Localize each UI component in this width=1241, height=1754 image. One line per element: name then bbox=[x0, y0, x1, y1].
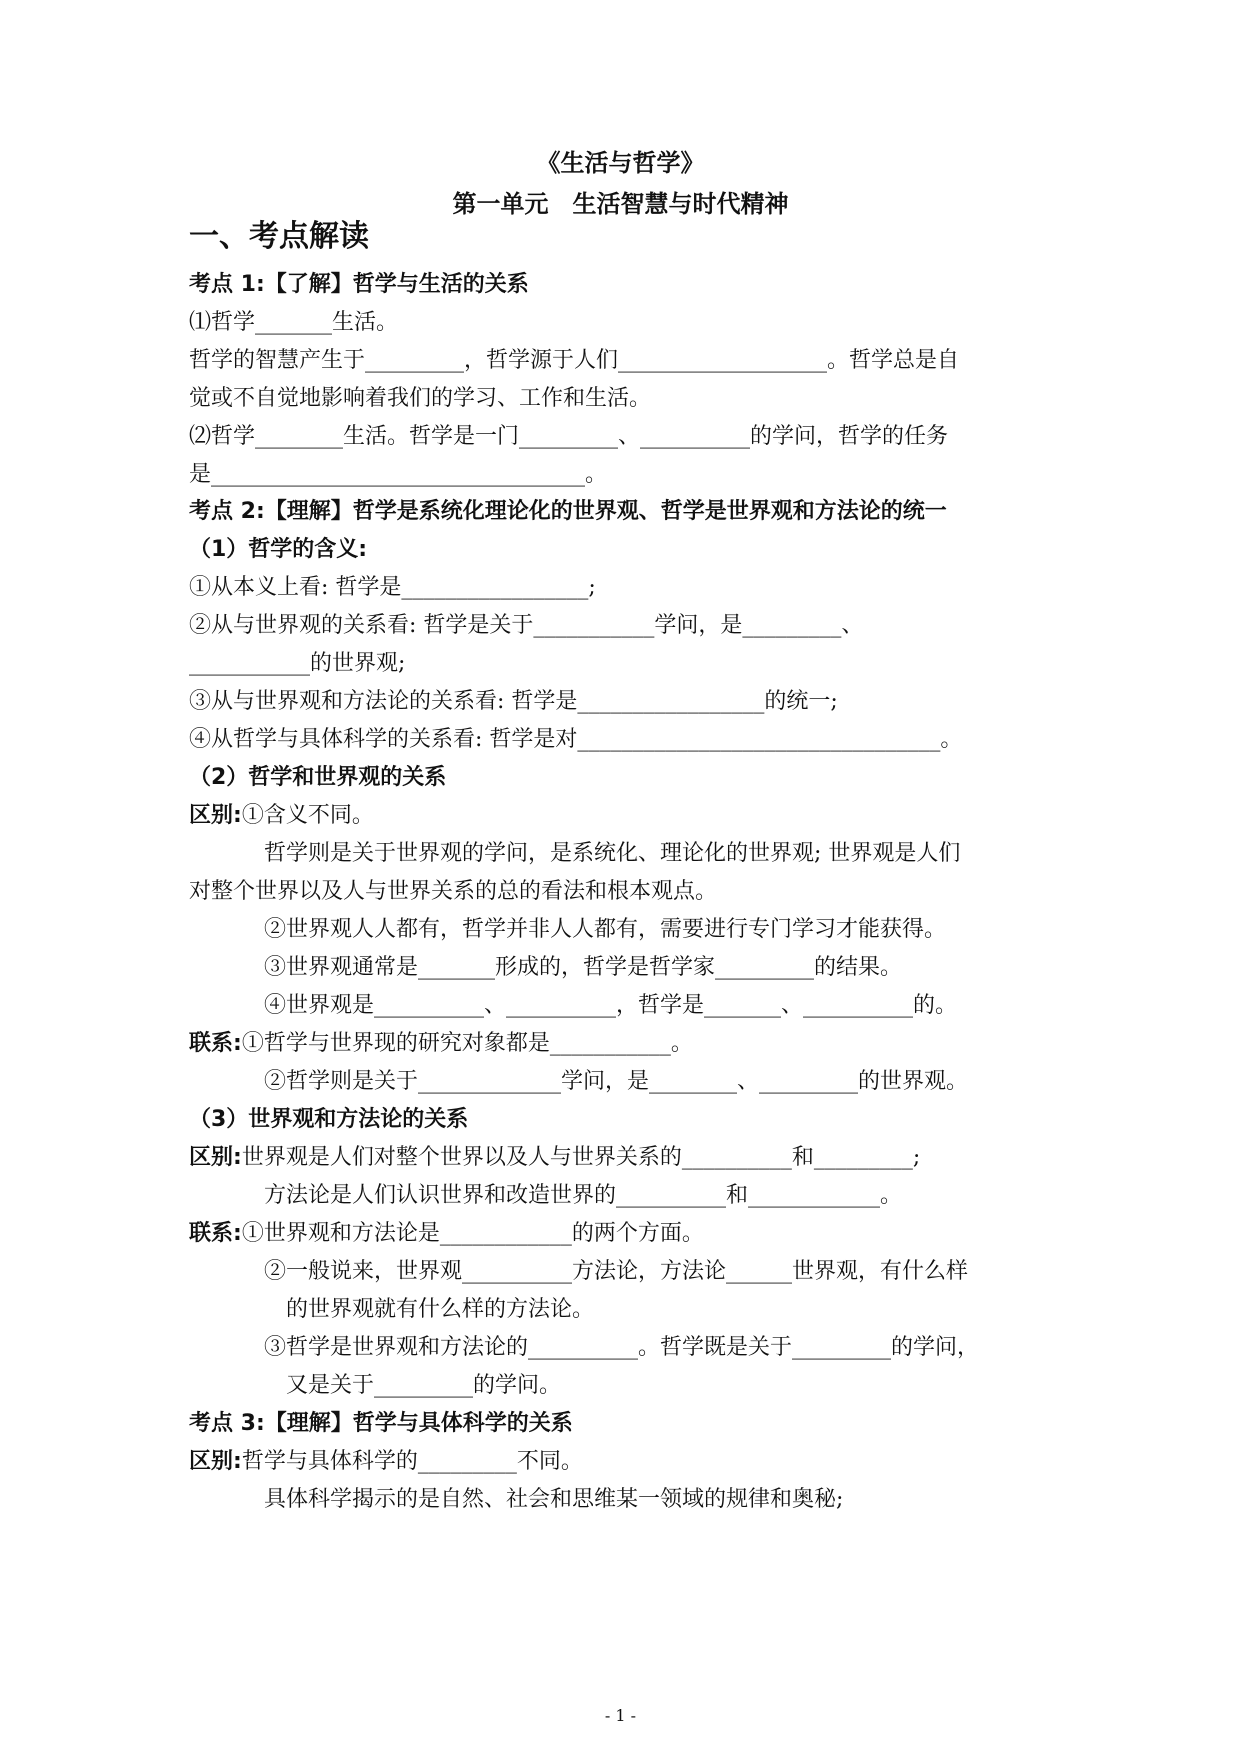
text-fragment: ①世界观和方法论是____________的两个方面。 bbox=[241, 1221, 704, 1246]
relation-label: 联系: bbox=[189, 1031, 242, 1056]
text-line: 具体科学揭示的是自然、社会和思维某一领域的规律和奥秘; bbox=[264, 1487, 844, 1512]
text-fragment: 哲学与具体科学的_________不同。 bbox=[241, 1449, 583, 1474]
subheading-1: （1）哲学的含义: bbox=[189, 537, 368, 562]
difference-label: 区别: bbox=[189, 1145, 242, 1170]
subheading-2: （2）哲学和世界观的关系 bbox=[189, 765, 447, 790]
section-heading: 一、考点解读 bbox=[189, 219, 369, 254]
kaodian-2-heading: 考点 2:【理解】哲学是系统化理论化的世界观、哲学是世界观和方法论的统一 bbox=[189, 499, 947, 524]
text-line: ①从本义上看: 哲学是_________________; bbox=[189, 575, 596, 600]
text-line: ④世界观是__________、__________，哲学是_______、__________的。 bbox=[264, 993, 958, 1018]
text-line bbox=[189, 1143, 1059, 1173]
text-line: ___________的世界观; bbox=[189, 651, 406, 676]
text-line: ②一般说来，世界观__________方法论，方法论______世界观，有什么样 bbox=[264, 1259, 969, 1284]
text-line: 对整个世界以及人与世界关系的总的看法和根本观点。 bbox=[189, 879, 718, 904]
text-line bbox=[189, 1219, 1059, 1249]
text-line: 觉或不自觉地影响着我们的学习、工作和生活。 bbox=[189, 386, 652, 411]
difference-label: 区别: bbox=[189, 1449, 242, 1474]
text-line: ⑵哲学________生活。哲学是一门_________、__________的学问，哲学的任务 bbox=[189, 424, 949, 449]
text-line: 又是关于_________的学问。 bbox=[286, 1373, 562, 1398]
text-line bbox=[189, 801, 1059, 831]
text-line bbox=[189, 1447, 1059, 1477]
text-line: 是__________________________________。 bbox=[189, 462, 608, 487]
text-line: 的世界观就有什么样的方法论。 bbox=[286, 1297, 595, 1322]
kaodian-1-heading: 考点 1:【了解】哲学与生活的关系 bbox=[189, 272, 529, 297]
text-line: 方法论是人们认识世界和改造世界的__________和____________。 bbox=[264, 1183, 903, 1208]
page-number: - 1 - bbox=[604, 1706, 637, 1725]
text-line bbox=[189, 1029, 1059, 1059]
text-line: 哲学的智慧产生于_________，哲学源于人们___________________。哲学总是自 bbox=[189, 348, 960, 373]
text-fragment: 世界观是人们对整个世界以及人与世界关系的__________和_________; bbox=[241, 1145, 921, 1170]
text-line: ②从与世界观的关系看: 哲学是关于___________学问，是_________、 bbox=[189, 613, 864, 638]
text-line: ⑴哲学_______生活。 bbox=[189, 310, 399, 335]
text-line: 哲学则是关于世界观的学问，是系统化、理论化的世界观; 世界观是人们 bbox=[264, 841, 961, 866]
text-line: ②哲学则是关于_____________学问，是________、_________的世界观。 bbox=[264, 1069, 969, 1094]
unit-title: 第一单元 生活智慧与时代精神 bbox=[452, 190, 789, 218]
text-line: ③世界观通常是_______形成的，哲学是哲学家_________的结果。 bbox=[264, 955, 903, 980]
text-fragment: ①哲学与世界现的研究对象都是___________。 bbox=[241, 1031, 693, 1056]
difference-label: 区别: bbox=[189, 803, 242, 828]
document-title: 《生活与哲学》 bbox=[536, 149, 705, 177]
subheading-3: （3）世界观和方法论的关系 bbox=[189, 1107, 469, 1132]
text-fragment: ①含义不同。 bbox=[241, 803, 374, 828]
kaodian-3-heading: 考点 3:【理解】哲学与具体科学的关系 bbox=[189, 1411, 573, 1436]
text-line: ③从与世界观和方法论的关系看: 哲学是_________________的统一; bbox=[189, 689, 838, 714]
text-line: ②世界观人人都有，哲学并非人人都有，需要进行专门学习才能获得。 bbox=[264, 917, 947, 942]
text-line: ④从哲学与具体科学的关系看: 哲学是对_________________________________。 bbox=[189, 727, 963, 752]
text-line: ③哲学是世界观和方法论的__________。哲学既是关于_________的学问， bbox=[264, 1335, 980, 1360]
relation-label: 联系: bbox=[189, 1221, 242, 1246]
